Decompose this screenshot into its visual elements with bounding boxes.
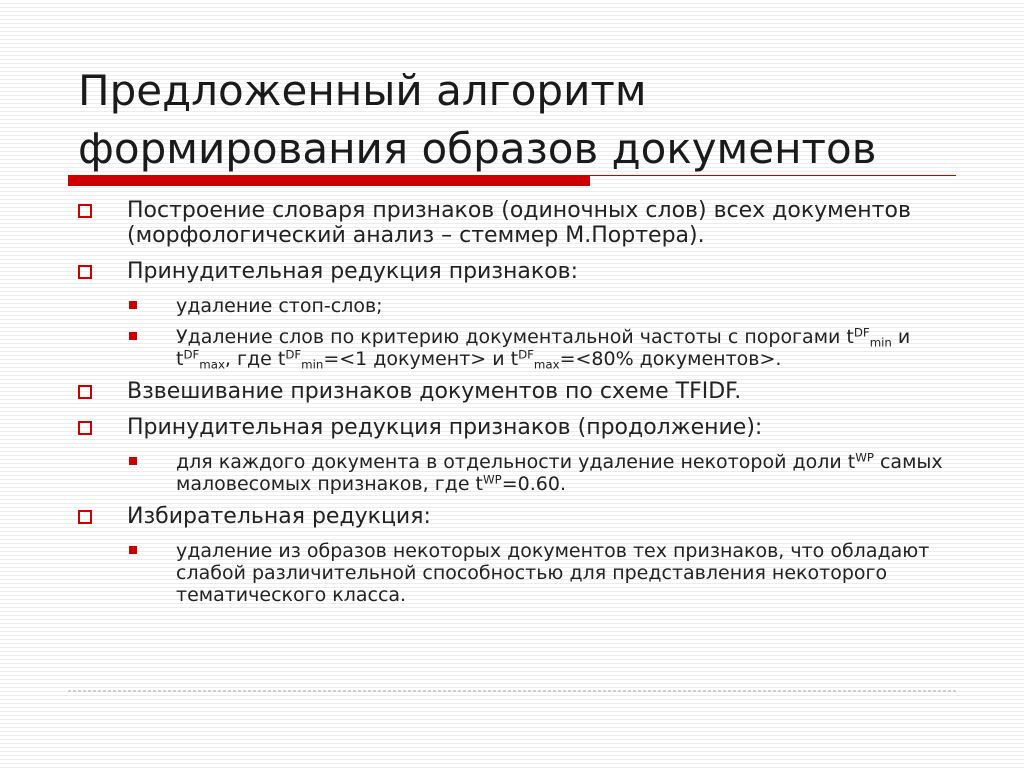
superscript: WP — [483, 472, 502, 487]
text-part: =<80% документов>. — [559, 348, 782, 370]
superscript: DF — [285, 347, 302, 362]
hollow-square-bullet-icon — [78, 421, 92, 435]
list-item-text: Принудительная редукция признаков: — [127, 259, 579, 284]
list-item-text: Взвешивание признаков документов по схеме TFIDF. — [127, 379, 742, 404]
superscript: DF — [518, 347, 534, 362]
filled-square-bullet-icon — [129, 301, 137, 309]
sub-list-item — [78, 295, 948, 317]
superscript: DF — [183, 347, 200, 362]
bullet-list — [78, 198, 948, 615]
text-part: , где t — [224, 348, 286, 370]
filled-square-bullet-icon — [129, 546, 137, 554]
sub-list-item-text — [176, 451, 948, 495]
list-item-text: Избирательная редукция: — [127, 504, 431, 529]
list-item — [78, 379, 948, 404]
sub-list-item-text: удаление стоп-слов; — [176, 295, 383, 317]
sub-list-item — [78, 326, 948, 370]
slide-title — [78, 62, 978, 178]
title-line-2: формирования образов документов — [78, 124, 877, 173]
text-part: =0.60. — [501, 473, 566, 495]
list-item — [78, 415, 948, 440]
filled-square-bullet-icon — [129, 332, 137, 340]
superscript: DF — [853, 325, 870, 340]
list-item — [78, 504, 948, 529]
subscript: min — [869, 335, 892, 350]
list-item-text: Построение словаря признаков (одиночных слов) всех документов (морфологический анализ – стеммер М.Портера). — [127, 198, 911, 248]
filled-square-bullet-icon — [129, 457, 137, 465]
text-part: и t — [176, 326, 911, 370]
footer-divider — [68, 690, 956, 692]
text-part: =<1 документ> и t — [323, 348, 519, 370]
hollow-square-bullet-icon — [78, 385, 92, 399]
list-item — [78, 198, 948, 248]
list-item — [78, 259, 948, 284]
subscript: min — [301, 357, 324, 372]
title-line-1: Предложенный алгоритм — [78, 66, 647, 115]
sub-list-item-text — [176, 326, 948, 370]
subscript: max — [199, 357, 225, 372]
hollow-square-bullet-icon — [78, 510, 92, 524]
text-part: самых маловесомых признаков, где t — [176, 451, 943, 495]
superscript: WP — [855, 450, 874, 465]
sub-list-item — [78, 451, 948, 495]
text-part: Удаление слов по критерию документальной частоты с порогами t — [176, 326, 854, 348]
title-accent-bar — [68, 176, 590, 186]
hollow-square-bullet-icon — [78, 265, 92, 279]
hollow-square-bullet-icon — [78, 204, 92, 218]
sub-list-item — [78, 540, 948, 606]
list-item-text: Принудительная редукция признаков (продолжение): — [127, 415, 763, 440]
sub-list-item-text: удаление из образов некоторых документов тех признаков, что обладают слабой различительной способностью для представления некоторого тематического класса. — [176, 540, 930, 606]
text-part: для каждого документа в отдельности удаление некоторой доли t — [176, 451, 856, 473]
subscript: max — [533, 357, 560, 372]
